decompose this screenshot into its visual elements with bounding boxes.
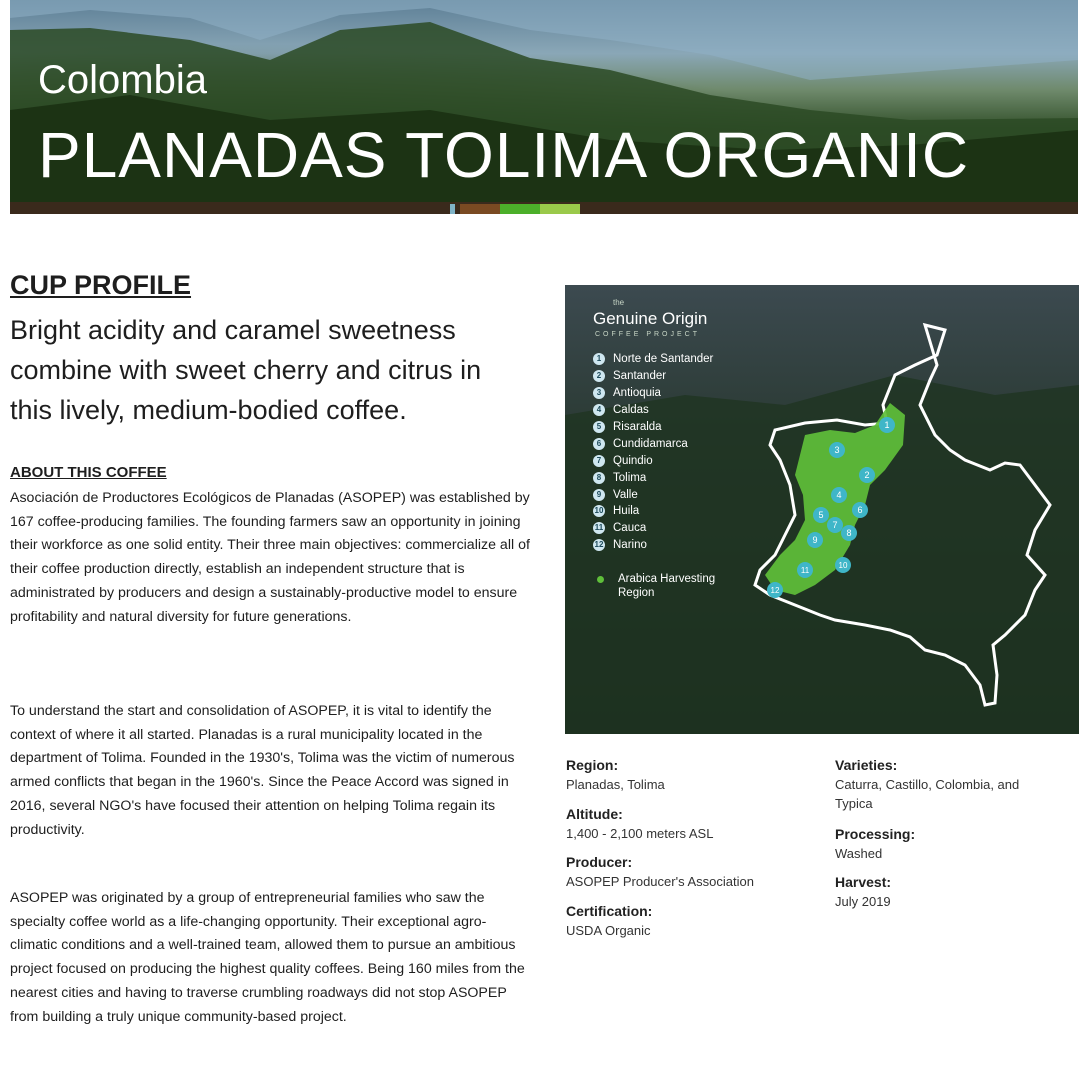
region-number-badge: 12 [594, 540, 604, 550]
detail-label: Harvest: [835, 874, 892, 890]
region-name: Santander [613, 370, 667, 383]
detail-processing [835, 825, 915, 863]
about-paragraph-2: To understand the start and consolidation of ASOPEP, it is vital to identify the context of where it all started. Planadas is a rural municipality located in the department of Tolima. Founded in the 1930's, Tolima was the victim of numerous armed conflicts that began in the 1960's. Since the Peace Accord was signed in 2016, several NGO's have focused their attention on helping Tolima regain its productivity. [10, 703, 515, 838]
detail-value: Planadas, Tolima [566, 777, 665, 792]
svg-text:11: 11 [800, 566, 810, 575]
genuine-origin-tagline: COFFEE PROJECT [595, 331, 701, 338]
region-name: Antioquia [613, 387, 661, 400]
detail-altitude [566, 805, 713, 843]
banner-title: PLANADAS TOLIMA ORGANIC [38, 119, 970, 191]
svg-text:4: 4 [836, 490, 842, 500]
region-legend-item [593, 537, 713, 554]
detail-certification [566, 902, 652, 940]
svg-text:5: 5 [818, 510, 824, 520]
genuine-origin-logo-small: the [613, 298, 625, 307]
region-legend-item [593, 452, 713, 469]
region-legend-item [593, 486, 713, 503]
svg-text:3: 3 [834, 445, 840, 455]
detail-label: Altitude: [566, 806, 623, 822]
detail-label: Region: [566, 757, 619, 773]
cup-profile-text: Bright acidity and caramel sweetness combine with sweet cherry and citrus in this lively, medium-bodied coffee. [10, 315, 482, 425]
region-number-badge: 10 [594, 506, 604, 516]
genuine-origin-logo [593, 298, 708, 329]
svg-text:10: 10 [838, 561, 848, 570]
region-legend-item [593, 419, 713, 436]
region-legend-item [593, 368, 713, 385]
region-number-badge: 9 [593, 489, 605, 501]
cup-profile-heading: CUP PROFILE [10, 270, 192, 300]
region-name: Cauca [613, 522, 647, 535]
region-name: Caldas [613, 404, 649, 417]
region-legend-item [593, 351, 713, 368]
region-number-badge: 5 [593, 421, 605, 433]
svg-text:1: 1 [884, 420, 890, 430]
detail-value: Washed [835, 846, 883, 861]
header-banner [10, 0, 1078, 214]
detail-region [566, 756, 665, 794]
region-number-badge: 6 [593, 438, 605, 450]
region-name: Norte de Santander [613, 353, 714, 366]
detail-value: Caturra, Castillo, Colombia, and Typica [835, 777, 1020, 811]
harvest-dot-icon [597, 576, 604, 583]
genuine-origin-logo-text: Genuine Origin [593, 309, 708, 328]
region-name: Valle [613, 488, 638, 501]
region-number-badge: 3 [593, 387, 605, 399]
stripe-segment [460, 204, 500, 214]
color-stripe [10, 202, 1078, 214]
banner-country: Colombia [38, 58, 207, 102]
stripe-segment [500, 204, 540, 214]
region-number-badge: 2 [593, 370, 605, 382]
region-name: Risaralda [613, 421, 662, 433]
svg-text:6: 6 [857, 505, 863, 515]
region-number-badge: 4 [593, 404, 605, 416]
harvest-legend-item [593, 572, 728, 600]
svg-text:7: 7 [832, 520, 838, 530]
region-number-badge: 1 [593, 353, 605, 365]
svg-text:12: 12 [770, 586, 780, 595]
detail-harvest [835, 873, 891, 911]
region-name: Narino [613, 539, 647, 552]
region-legend [593, 351, 713, 554]
svg-text:2: 2 [864, 470, 870, 480]
detail-label: Producer: [566, 854, 633, 870]
region-legend-item [593, 520, 713, 537]
about-paragraph-3: ASOPEP was originated by a group of entrepreneurial families who saw the specialty coffee world as a life-changing opportunity. Their exceptional agro-climatic conditions and a well-trained team, allowed them to pursue an ambitious project focused on producing the highest quality coffees. Being 160 miles from the nearest cities and having to traverse crumbling roadways did not stop ASOPEP from building a truly unique community-based project. [10, 890, 525, 1025]
stripe-segment [540, 204, 580, 214]
region-name: Quindio [613, 454, 653, 467]
detail-value: July 2019 [835, 894, 891, 909]
detail-producer [566, 853, 754, 891]
colombia-map [565, 285, 1079, 734]
detail-varieties [835, 756, 1055, 813]
region-legend-item [593, 435, 713, 452]
region-number-badge: 8 [593, 472, 605, 484]
harvest-legend-label: Arabica Harvesting Region [618, 573, 716, 599]
detail-label: Varieties: [835, 757, 898, 773]
region-name: Cundidamarca [613, 437, 688, 450]
region-number-badge: 11 [594, 523, 604, 533]
detail-label: Processing: [835, 826, 916, 842]
region-legend-item [593, 469, 713, 486]
about-paragraph-1: Asociación de Productores Ecológicos de Planadas (ASOPEP) was established by 167 coffee-producing families. The founding farmers saw an opportunity in joining their workforce as one solid entity. Their three main objectives: commercialize all of their coffee production directly, establish an independent structure that is administrated by producers and design a sustainably-productive model to ensure profitability and natural diversity for future generations. [10, 490, 530, 625]
stripe-segment [450, 204, 455, 214]
detail-value: USDA Organic [566, 923, 651, 938]
detail-value: 1,400 - 2,100 meters ASL [566, 826, 714, 841]
svg-text:8: 8 [846, 528, 852, 538]
detail-value: ASOPEP Producer's Association [566, 874, 754, 889]
svg-text:9: 9 [812, 535, 818, 545]
region-legend-item [593, 503, 713, 520]
region-legend-item [593, 385, 713, 402]
region-legend-item [593, 402, 713, 419]
region-name: Tolima [613, 471, 647, 484]
region-number-badge: 7 [593, 455, 605, 467]
detail-label: Certification: [566, 903, 653, 919]
region-name: Huila [613, 505, 640, 518]
about-heading: ABOUT THIS COFFEE [10, 464, 167, 481]
